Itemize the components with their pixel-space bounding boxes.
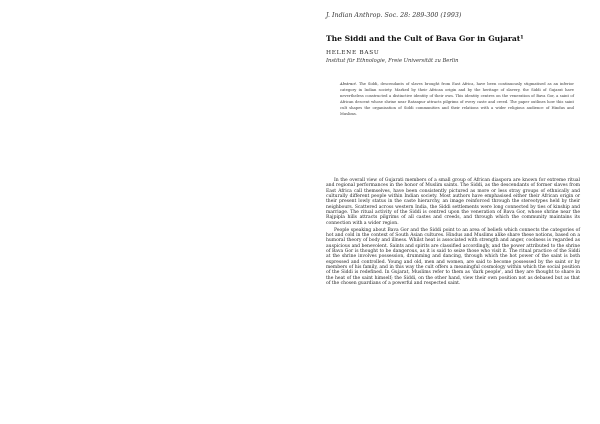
abstract (340, 82, 574, 117)
article-title: The Siddi and the Cult of Bava Gor in Gujarat¹ (326, 34, 524, 43)
article-body (326, 178, 580, 288)
running-head: J. Indian Anthrop. Soc. 28: 289-300 (1993) (326, 12, 462, 19)
body-paragraph: In the overall view of Gujarati members of a small group of African diaspora are known for extreme ritual and regional performances in the honor of Muslim saints. The Siddi, as the descendants of former slaves from East Africa call themselves, have been consistently pictured as more or less stray groups of ethnically and culturally different people within Indian society. Most authors have emphasised either their African origin or their present lowly status in the caste hierarchy, an image reinforced through the stereotypes held by their neighbours. Scattered across western India, the Siddi settlements were long connected by ties of kinship and marriage. The ritual activity of the Siddi is centred upon the veneration of Bava Gor, whose shrine near the Rajpipla hills attracts pilgrims of all castes and creeds, and through which the community maintains its connection with a wider region. (326, 178, 580, 226)
author-affiliation: Institut für Ethnologie, Freie Universität zu Berlin (326, 58, 459, 64)
abstract-label: Abstract. (340, 82, 358, 86)
abstract-text: The Siddi, descendants of slaves brought from East Africa, have been continuously stigmatised as an inferior category in Indian society. Marked by their African origin and by the heritage of slavery, the Siddi of Gujarat have nevertheless constructed a distinctive identity of their own. This identity centres on the veneration of Bava Gor, a saint of African descent whose shrine near Ratanpur attracts pilgrims of every caste and creed. The paper outlines how this saint cult shapes the organisation of Siddi communities and their relations with a wider religious audience of Hindus and Muslims. (340, 82, 574, 116)
body-paragraph: People speaking about Bava Gor and the Siddi point to an area of beliefs which connects the categories of hot and cold in the context of South Asian cultures. Hindus and Muslims alike share these notions, based on a humoral theory of body and illness. Whilst heat is associated with strength and anger, coolness is regarded as auspicious and benevolent. Saints and spirits are classified accordingly, and the power attributed to the shrine of Bava Gor is thought to be dangerous, as it is said to seize those who visit it. The ritual practice of the Siddi at the shrine involves possession, drumming and dancing, through which the hot power of the saint is both expressed and controlled. Young and old, men and women, are said to become possessed by the saint or by members of his family, and in this way the cult offers a meaningful cosmology within which the social position of the Siddi is redefined. In Gujarat, Muslims refer to them as 'dark people', and they are thought to share in the heat of the saint himself; the Siddi, on the other hand, view their own position not as debased but as that of the chosen guardians of a powerful and respected saint. (326, 227, 580, 287)
article-author: HELENE BASU (326, 50, 380, 56)
